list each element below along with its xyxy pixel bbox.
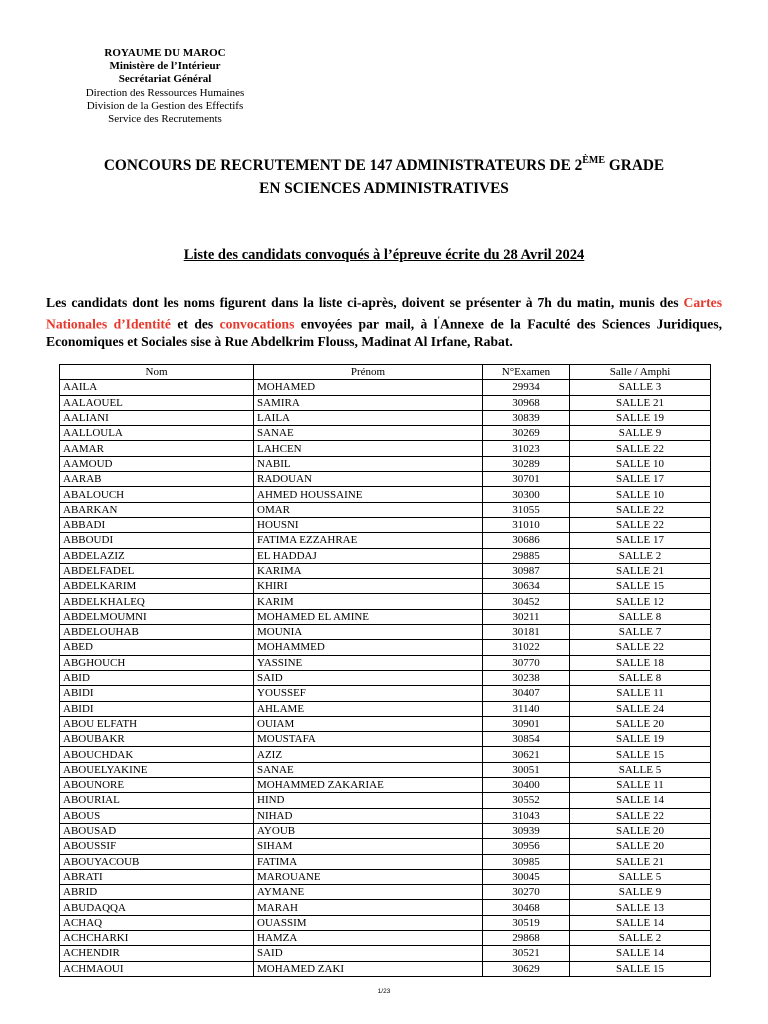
header-kingdom: ROYAUME DU MAROC [104, 47, 226, 59]
cell-salle: SALLE 2 [570, 930, 711, 945]
table-row [60, 854, 711, 869]
cell-prenom: KARIMA [254, 563, 483, 578]
title-superscript: ÈME [582, 155, 606, 166]
cell-prenom: KARIM [254, 594, 483, 609]
cell-salle: SALLE 2 [570, 548, 711, 563]
cell-salle: SALLE 13 [570, 900, 711, 915]
cell-numero-examen: 30901 [483, 716, 570, 731]
table-row [60, 655, 711, 670]
table-row [60, 426, 711, 441]
cell-salle: SALLE 11 [570, 778, 711, 793]
table-row [60, 839, 711, 854]
cell-numero-examen: 30407 [483, 686, 570, 701]
cell-salle: SALLE 21 [570, 854, 711, 869]
cell-nom: ABARKAN [60, 502, 254, 517]
cell-nom: ABOUBAKR [60, 732, 254, 747]
cell-nom: AARAB [60, 472, 254, 487]
cell-salle: SALLE 22 [570, 517, 711, 532]
cell-numero-examen: 30521 [483, 946, 570, 961]
cell-numero-examen: 30939 [483, 823, 570, 838]
cell-numero-examen: 30621 [483, 747, 570, 762]
cell-numero-examen: 29885 [483, 548, 570, 563]
cell-numero-examen: 31043 [483, 808, 570, 823]
cell-prenom: MOHAMED EL AMINE [254, 609, 483, 624]
intro-text-4: Annexe de la Faculté des Sciences Juridiques, Economiques et Sociales sise à Rue Abdelkrim Flouss, Madinat Al Irfane, Rabat. [46, 316, 723, 349]
cell-prenom: KHIRI [254, 579, 483, 594]
cell-prenom: SIHAM [254, 839, 483, 854]
cell-prenom: NIHAD [254, 808, 483, 823]
table-row [60, 885, 711, 900]
cell-numero-examen: 30238 [483, 670, 570, 685]
table-row [60, 625, 711, 640]
cell-salle: SALLE 15 [570, 747, 711, 762]
cell-prenom: AYMANE [254, 885, 483, 900]
cell-prenom: AYOUB [254, 823, 483, 838]
cell-nom: ABID [60, 670, 254, 685]
ministry-header [40, 47, 290, 126]
cell-numero-examen: 30452 [483, 594, 570, 609]
cell-prenom: MOHAMED ZAKI [254, 961, 483, 976]
cell-numero-examen: 30211 [483, 609, 570, 624]
page-number: 1/23 [377, 988, 391, 995]
cell-prenom: EL HADDAJ [254, 548, 483, 563]
table-row [60, 762, 711, 777]
table-row [60, 594, 711, 609]
table-row [60, 732, 711, 747]
cell-salle: SALLE 14 [570, 946, 711, 961]
cell-prenom: HIND [254, 793, 483, 808]
cell-nom: ACHMAOUI [60, 961, 254, 976]
cell-nom: ABDELMOUMNI [60, 609, 254, 624]
cell-numero-examen: 31055 [483, 502, 570, 517]
cell-nom: ACHENDIR [60, 946, 254, 961]
table-row [60, 778, 711, 793]
cell-numero-examen: 30468 [483, 900, 570, 915]
cell-nom: ABDELFADEL [60, 563, 254, 578]
cell-prenom: SAID [254, 946, 483, 961]
cell-prenom: LAHCEN [254, 441, 483, 456]
table-row [60, 686, 711, 701]
cell-nom: AAMAR [60, 441, 254, 456]
cell-nom: ACHCHARKI [60, 930, 254, 945]
cell-salle: SALLE 20 [570, 716, 711, 731]
table-row [60, 808, 711, 823]
cell-nom: AALAOUEL [60, 395, 254, 410]
cell-numero-examen: 30839 [483, 410, 570, 425]
table-row [60, 579, 711, 594]
cell-prenom: SANAE [254, 762, 483, 777]
cell-salle: SALLE 7 [570, 625, 711, 640]
cell-salle: SALLE 22 [570, 441, 711, 456]
cell-salle: SALLE 9 [570, 885, 711, 900]
cell-salle: SALLE 8 [570, 609, 711, 624]
cell-nom: ABDELOUHAB [60, 625, 254, 640]
cell-salle: SALLE 3 [570, 380, 711, 395]
cell-prenom: LAILA [254, 410, 483, 425]
intro-apostrophe: ' [437, 314, 441, 325]
table-row [60, 410, 711, 425]
intro-text-2: et des [170, 316, 220, 332]
table-row [60, 900, 711, 915]
table-row [60, 716, 711, 731]
subtitle-text: Liste des candidats convoqués à l’épreuve écrite du 28 Avril 2024 [183, 247, 585, 263]
table-row [60, 517, 711, 532]
cell-numero-examen: 30985 [483, 854, 570, 869]
cell-nom: AALIANI [60, 410, 254, 425]
table-row [60, 548, 711, 563]
cell-nom: ABDELKARIM [60, 579, 254, 594]
cell-numero-examen: 30552 [483, 793, 570, 808]
cell-salle: SALLE 17 [570, 533, 711, 548]
cell-numero-examen: 30400 [483, 778, 570, 793]
table-row [60, 793, 711, 808]
cell-numero-examen: 30770 [483, 655, 570, 670]
cell-numero-examen: 29934 [483, 380, 570, 395]
cell-nom: ABRID [60, 885, 254, 900]
cell-nom: ABIDI [60, 701, 254, 716]
cell-salle: SALLE 10 [570, 487, 711, 502]
cell-prenom: MOHAMMED [254, 640, 483, 655]
cell-nom: ABDELKHALEQ [60, 594, 254, 609]
cell-numero-examen: 31023 [483, 441, 570, 456]
cell-nom: ABBOUDI [60, 533, 254, 548]
cell-prenom: MAROUANE [254, 869, 483, 884]
cell-nom: ABALOUCH [60, 487, 254, 502]
cell-numero-examen: 29868 [483, 930, 570, 945]
cell-nom: ABIDI [60, 686, 254, 701]
cell-prenom: MARAH [254, 900, 483, 915]
table-row [60, 961, 711, 976]
cell-salle: SALLE 9 [570, 426, 711, 441]
header-ministry: Ministère de l’Intérieur [109, 60, 221, 73]
cell-prenom: RADOUAN [254, 472, 483, 487]
cell-prenom: FATIMA [254, 854, 483, 869]
cell-prenom: MOUNIA [254, 625, 483, 640]
cell-nom: ABUDAQQA [60, 900, 254, 915]
cell-salle: SALLE 15 [570, 961, 711, 976]
intro-paragraph [46, 294, 722, 350]
cell-salle: SALLE 22 [570, 640, 711, 655]
cell-salle: SALLE 19 [570, 410, 711, 425]
cell-prenom: SAID [254, 670, 483, 685]
cell-nom: ABGHOUCH [60, 655, 254, 670]
cell-prenom: SAMIRA [254, 395, 483, 410]
table-row [60, 640, 711, 655]
table-row [60, 533, 711, 548]
cell-salle: SALLE 22 [570, 502, 711, 517]
table-row [60, 701, 711, 716]
cell-salle: SALLE 11 [570, 686, 711, 701]
cell-prenom: MOHAMED [254, 380, 483, 395]
cell-nom: ABOUNORE [60, 778, 254, 793]
cell-numero-examen: 30634 [483, 579, 570, 594]
cell-salle: SALLE 24 [570, 701, 711, 716]
cell-salle: SALLE 21 [570, 563, 711, 578]
header-service: Service des Recrutements [108, 113, 222, 126]
table-row [60, 869, 711, 884]
cell-prenom: SANAE [254, 426, 483, 441]
cell-prenom: YASSINE [254, 655, 483, 670]
candidates-table [59, 364, 711, 977]
table-row [60, 487, 711, 502]
cell-prenom: HAMZA [254, 930, 483, 945]
cell-numero-examen: 30045 [483, 869, 570, 884]
table-row [60, 456, 711, 471]
cell-prenom: MOHAMMED ZAKARIAE [254, 778, 483, 793]
cell-numero-examen: 30629 [483, 961, 570, 976]
cell-prenom: OMAR [254, 502, 483, 517]
cell-nom: ABRATI [60, 869, 254, 884]
cell-salle: SALLE 19 [570, 732, 711, 747]
cell-prenom: AHLAME [254, 701, 483, 716]
cell-numero-examen: 30289 [483, 456, 570, 471]
cell-salle: SALLE 12 [570, 594, 711, 609]
cell-salle: SALLE 14 [570, 793, 711, 808]
cell-salle: SALLE 14 [570, 915, 711, 930]
table-row [60, 472, 711, 487]
cell-salle: SALLE 8 [570, 670, 711, 685]
cell-nom: ABOUSAD [60, 823, 254, 838]
document-title [30, 150, 738, 200]
cell-nom: ABOUCHDAK [60, 747, 254, 762]
cell-nom: ABOUYACOUB [60, 854, 254, 869]
cell-nom: ACHAQ [60, 915, 254, 930]
table-row [60, 441, 711, 456]
cell-numero-examen: 30269 [483, 426, 570, 441]
cell-salle: SALLE 5 [570, 869, 711, 884]
table-row [60, 946, 711, 961]
title-part-2: GRADE [605, 157, 665, 175]
cell-numero-examen: 30686 [483, 533, 570, 548]
cell-nom: ABOURIAL [60, 793, 254, 808]
table-row [60, 915, 711, 930]
cell-salle: SALLE 18 [570, 655, 711, 670]
cell-prenom: YOUSSEF [254, 686, 483, 701]
table-row [60, 930, 711, 945]
table-row [60, 670, 711, 685]
cell-numero-examen: 30519 [483, 915, 570, 930]
column-header-prenom: Prénom [254, 365, 483, 380]
cell-nom: ABDELAZIZ [60, 548, 254, 563]
table-row [60, 380, 711, 395]
table-row [60, 609, 711, 624]
title-line-2: EN SCIENCES ADMINISTRATIVES [259, 180, 509, 198]
cell-nom: ABOUSSIF [60, 839, 254, 854]
table-row [60, 747, 711, 762]
cell-numero-examen: 30181 [483, 625, 570, 640]
intro-highlight-convocations: convocations [219, 316, 295, 332]
cell-numero-examen: 30987 [483, 563, 570, 578]
cell-nom: ABOUS [60, 808, 254, 823]
column-header-salle: Salle / Amphi [570, 365, 711, 380]
cell-prenom: OUIAM [254, 716, 483, 731]
cell-numero-examen: 30854 [483, 732, 570, 747]
cell-nom: ABOUELYAKINE [60, 762, 254, 777]
cell-nom: AAILA [60, 380, 254, 395]
cell-nom: ABBADI [60, 517, 254, 532]
table-row [60, 502, 711, 517]
cell-numero-examen: 30701 [483, 472, 570, 487]
cell-nom: ABOU ELFATH [60, 716, 254, 731]
intro-text-1: Les candidats dont les noms figurent dans la liste ci-après, doivent se présenter à 7h du matin, munis des [46, 295, 684, 310]
cell-salle: SALLE 21 [570, 395, 711, 410]
cell-salle: SALLE 10 [570, 456, 711, 471]
cell-salle: SALLE 20 [570, 839, 711, 854]
cell-salle: SALLE 17 [570, 472, 711, 487]
cell-prenom: AHMED HOUSSAINE [254, 487, 483, 502]
header-direction: Direction des Ressources Humaines [85, 86, 245, 99]
cell-nom: ABED [60, 640, 254, 655]
cell-nom: AALLOULA [60, 426, 254, 441]
cell-numero-examen: 31022 [483, 640, 570, 655]
header-division: Division de la Gestion des Effectifs [86, 99, 244, 112]
cell-prenom: HOUSNI [254, 517, 483, 532]
table-row [60, 823, 711, 838]
cell-salle: SALLE 20 [570, 823, 711, 838]
cell-salle: SALLE 22 [570, 808, 711, 823]
intro-highlight-id-cards: Cartes Nationales d’Identité [46, 295, 722, 332]
cell-prenom: AZIZ [254, 747, 483, 762]
cell-numero-examen: 30968 [483, 395, 570, 410]
cell-salle: SALLE 5 [570, 762, 711, 777]
title-part-1: CONCOURS DE RECRUTEMENT DE 147 ADMINISTRATEURS DE 2 [103, 157, 583, 175]
table-row [60, 395, 711, 410]
column-header-numero-examen: N°Examen [483, 365, 570, 380]
cell-numero-examen: 30051 [483, 762, 570, 777]
table-body [60, 380, 711, 977]
cell-prenom: OUASSIM [254, 915, 483, 930]
cell-numero-examen: 30300 [483, 487, 570, 502]
cell-prenom: MOUSTAFA [254, 732, 483, 747]
cell-numero-examen: 30270 [483, 885, 570, 900]
column-header-nom: Nom [60, 365, 254, 380]
cell-nom: AAMOUD [60, 456, 254, 471]
cell-numero-examen: 31140 [483, 701, 570, 716]
title-line-1 [30, 150, 738, 177]
header-secretariat: Secrétariat Général [118, 73, 212, 86]
table-row [60, 563, 711, 578]
cell-prenom: FATIMA EZZAHRAE [254, 533, 483, 548]
intro-text-3: envoyées par mail, à l [294, 316, 438, 332]
cell-prenom: NABIL [254, 456, 483, 471]
cell-numero-examen: 30956 [483, 839, 570, 854]
cell-salle: SALLE 15 [570, 579, 711, 594]
cell-numero-examen: 31010 [483, 517, 570, 532]
document-subtitle [0, 247, 768, 264]
table-header-row [60, 365, 711, 380]
